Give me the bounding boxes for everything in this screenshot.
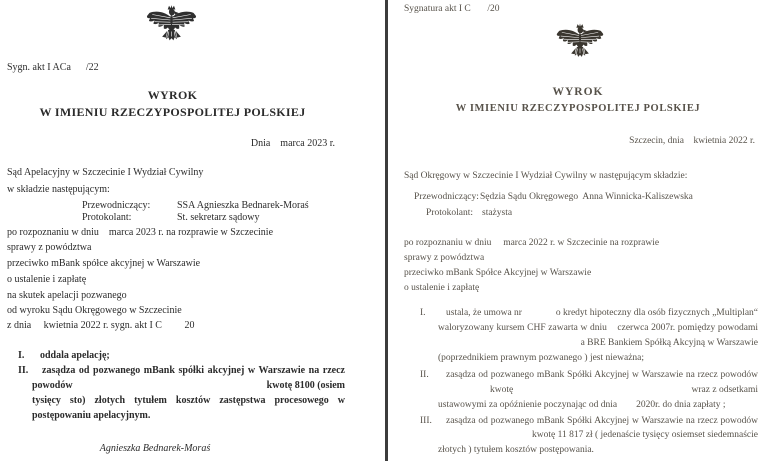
appeal-line: na skutek apelacji pozwanego — [7, 290, 127, 301]
ruling-2-line2-left: kwotę — [490, 385, 514, 395]
appealed-judgment-line: od wyroku Sądu Okręgowego w Szczecinie — [7, 305, 182, 316]
judgment-title: WYROK — [552, 86, 604, 98]
presiding-judge: SSA Agnieszka Bednarek-Moraś — [177, 200, 309, 211]
eagle-emblem-icon — [144, 4, 199, 58]
subject-line: o ustalenie i zapłatę — [7, 274, 87, 285]
ruling-1-line4: (poprzednikiem prawnym pozwanego ) jest nieważna; — [438, 353, 645, 363]
ruling-2-numeral: II. — [420, 370, 429, 380]
ruling-2-line4: postępowaniu apelacyjnym. — [32, 410, 151, 421]
ruling-3-line3: złotych ) tytułem kosztów postępowania. — [438, 445, 594, 455]
appealed-date-line: z dnia kwietnia 2022 r. sygn. akt I C 20 — [7, 320, 195, 331]
ruling-3-numeral: III. — [420, 416, 432, 426]
clerk-label: Protokolant: — [426, 208, 473, 218]
clerk-name: stażysta — [482, 208, 513, 218]
presiding-label: Przewodniczący: — [82, 200, 151, 211]
clerk-label: Protokolant: — [82, 212, 132, 223]
judgment-date: Szczecin, dnia kwietnia 2022 r. — [629, 136, 755, 146]
case-number: Sygn. akt I ACa /22 — [7, 62, 99, 73]
ruling-2-line2-right: wraz z odsetkami — [691, 385, 758, 395]
presiding-judge: Sędzia Sądu Okręgowego Anna Winnicka-Kaliszewska — [480, 192, 693, 202]
defendant-line: przeciwko mBank Spółce Akcyjnej w Warszawie — [404, 268, 592, 278]
judgment-subtitle: W IMIENIU RZECZYPOSPOLITEJ POLSKIEJ — [39, 105, 306, 119]
claim-line: sprawy z powództwa — [404, 253, 485, 263]
subject-line: o ustalenie i zapłatę — [404, 283, 480, 293]
ruling-1-line2: waloryzowany kursem CHF zawarta w dniu czerwca 2007r. pomiędzy powodami — [438, 323, 758, 333]
eagle-emblem-icon — [554, 20, 606, 76]
hearing-line: po rozpoznaniu w dniu marca 2023 r. na rozprawie w Szczecinie — [7, 227, 274, 238]
hearing-line: po rozpoznaniu w dniu marca 2022 r. w Szczecinie na rozprawie — [404, 238, 660, 248]
ruling-2-line2 — [32, 380, 345, 392]
ruling-2-line3: tysięcy sto) złotych tytułem kosztów zastępstwa procesowego w — [32, 395, 345, 406]
claim-line: sprawy z powództwa — [7, 242, 92, 253]
ruling-1-line1-right: o kredyt hipoteczny dla osób fizycznych „Multiplan“ — [555, 308, 758, 318]
ruling-2-line2-left: powodów — [32, 380, 73, 391]
ruling-3-line1: zasądza od pozwanego mBank Spółki Akcyjnej w Warszawie na rzecz powodów — [446, 416, 758, 426]
ruling-2-line1: zasądza od pozwanego mBank spółki akcyjnej w Warszawie na rzecz — [42, 365, 345, 376]
ruling-2-line1: zasądza od pozwanego mBank Spółki Akcyjnej w Warszawie na rzecz powodów — [446, 370, 758, 380]
ruling-1-line1 — [446, 308, 758, 319]
judgment-subtitle: W IMIENIU RZECZYPOSPOLITEJ POLSKIEJ — [455, 103, 701, 114]
court-name: Sąd Apelacyjny w Szczecinie I Wydział Cywilny — [7, 167, 204, 178]
ruling-3-line2: kwotę 11 817 zł ( jedenaście tysięcy osiemset siedemnaście — [532, 430, 758, 440]
court-name: Sąd Okręgowy w Szczecinie I Wydział Cywilny w następującym składzie: — [404, 171, 688, 181]
ruling-2-line3: ustawowymi za opóźnienie poczynając od dnia 2020r. do dnia zapłaty ; — [438, 400, 726, 410]
presiding-label: Przewodniczący: — [414, 192, 479, 202]
clerk-name: St. sekretarz sądowy — [177, 212, 260, 223]
judgment-date: Dnia marca 2023 r. — [250, 138, 335, 149]
ruling-2-line2 — [446, 385, 758, 396]
judgment-title: WYROK — [147, 88, 198, 102]
ruling-1-text: oddala apelację; — [40, 350, 110, 361]
ruling-1-numeral: I. — [18, 350, 25, 361]
ruling-1-line1-left: ustala, że umowa nr — [446, 308, 522, 318]
ruling-1-numeral: I. — [420, 308, 426, 318]
defendant-line: przeciwko mBank spółce akcyjnej w Warszawie — [7, 258, 201, 269]
ruling-2-numeral: II. — [18, 365, 29, 376]
ruling-1-line3: a BRE Bankiem Spółką Akcyjną w Warszawie — [580, 338, 758, 348]
case-number: Sygnatura akt I C /20 — [404, 4, 500, 14]
judge-signature: Agnieszka Bednarek-Moraś — [99, 443, 211, 454]
panel-intro: w składzie następującym: — [7, 184, 110, 195]
ruling-2-line2-right: kwotę 8100 (osiem — [266, 380, 345, 391]
first-instance-judgment-page — [388, 0, 768, 461]
